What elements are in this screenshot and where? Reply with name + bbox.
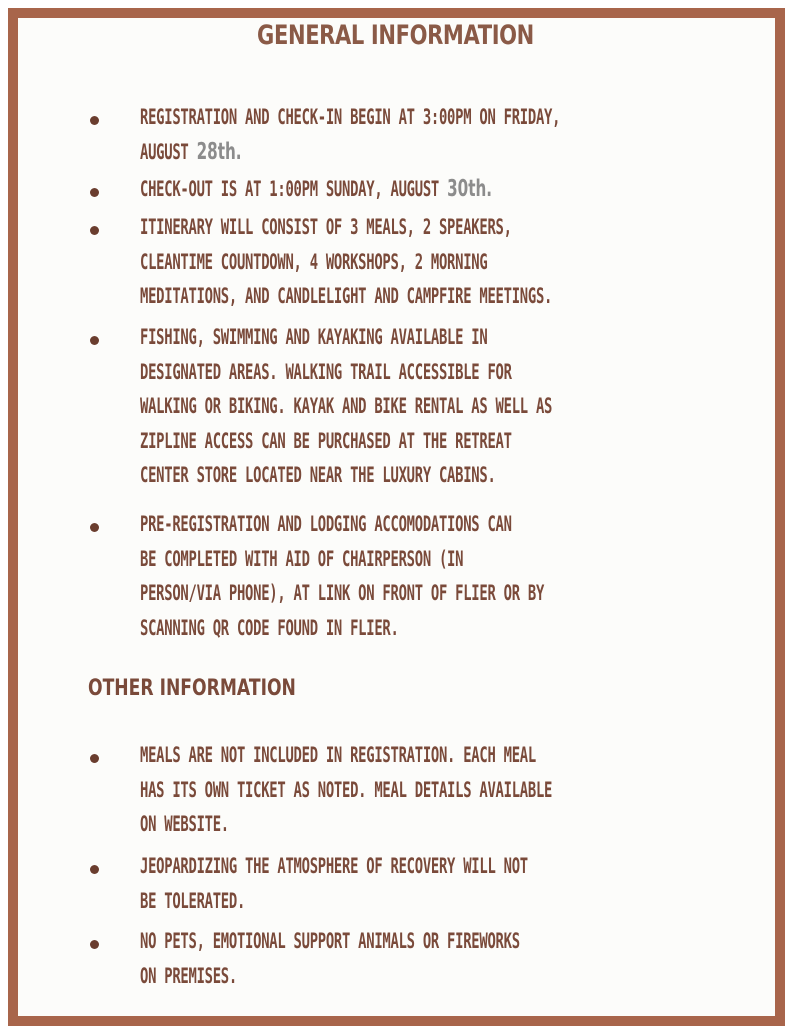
list-item-text: ITINERARY WILL CONSIST OF 3 MEALS, 2 SPEAKERS, CLEANTIME COUNTDOWN, 4 WORKSHOPS, 2 MORNING MEDITATIONS, AND CANDLELIGHT AND CAMPFIRE MEETINGS. [140,215,553,308]
item-text: CHECK-OUT IS AT 1:00PM SUNDAY, AUGUST [140,177,448,201]
bullet-icon [90,116,99,125]
list-item-text: MEALS ARE NOT INCLUDED IN REGISTRATION. EACH MEAL HAS ITS OWN TICKET AS NOTED. MEAL DETAILS AVAILABLE ON WEBSITE. [140,743,553,836]
page-title: GENERAL INFORMATION [257,20,534,51]
bullet-icon [90,523,99,532]
date-text: 30th. [447,176,493,202]
bullet-icon [90,940,99,949]
section-heading: OTHER INFORMATION [88,676,296,701]
bullet-icon [90,226,99,235]
bullet-icon [90,188,99,197]
item-text: REGISTRATION AND CHECK-IN BEGIN AT 3:00PM ON FRIDAY, AUGUST [140,105,561,164]
date-text: 28th. [196,138,242,165]
bullet-icon [90,336,99,345]
list-item-text: FISHING, SWIMMING AND KAYAKING AVAILABLE IN DESIGNATED AREAS. WALKING TRAIL ACCESSIBLE FOR WALKING OR BIKING. KAYAK AND BIKE RENTAL AS WELL AS ZIPLINE ACCESS CAN BE PURCHASED AT THE RETREAT CENTER STORE LOCATED NEAR THE LUXURY CABINS. [140,325,553,487]
list-item-text: JEOPARDIZING THE ATMOSPHERE OF RECOVERY WILL NOT BE TOLERATED. [140,854,528,913]
list-item-text [140,100,655,169]
list-item-text: PRE-REGISTRATION AND LODGING ACCOMODATIONS CAN BE COMPLETED WITH AID OF CHAIRPERSON (IN PERSON/VIA PHONE), AT LINK ON FRONT OF FLIER OR BY SCANNING QR CODE FOUND IN FLIER. [140,512,545,640]
bullet-icon [90,865,99,874]
list-item-text [140,172,655,207]
bullet-icon [90,754,99,763]
list-item-text: NO PETS, EMOTIONAL SUPPORT ANIMALS OR FIREWORKS ON PREMISES. [140,929,520,988]
